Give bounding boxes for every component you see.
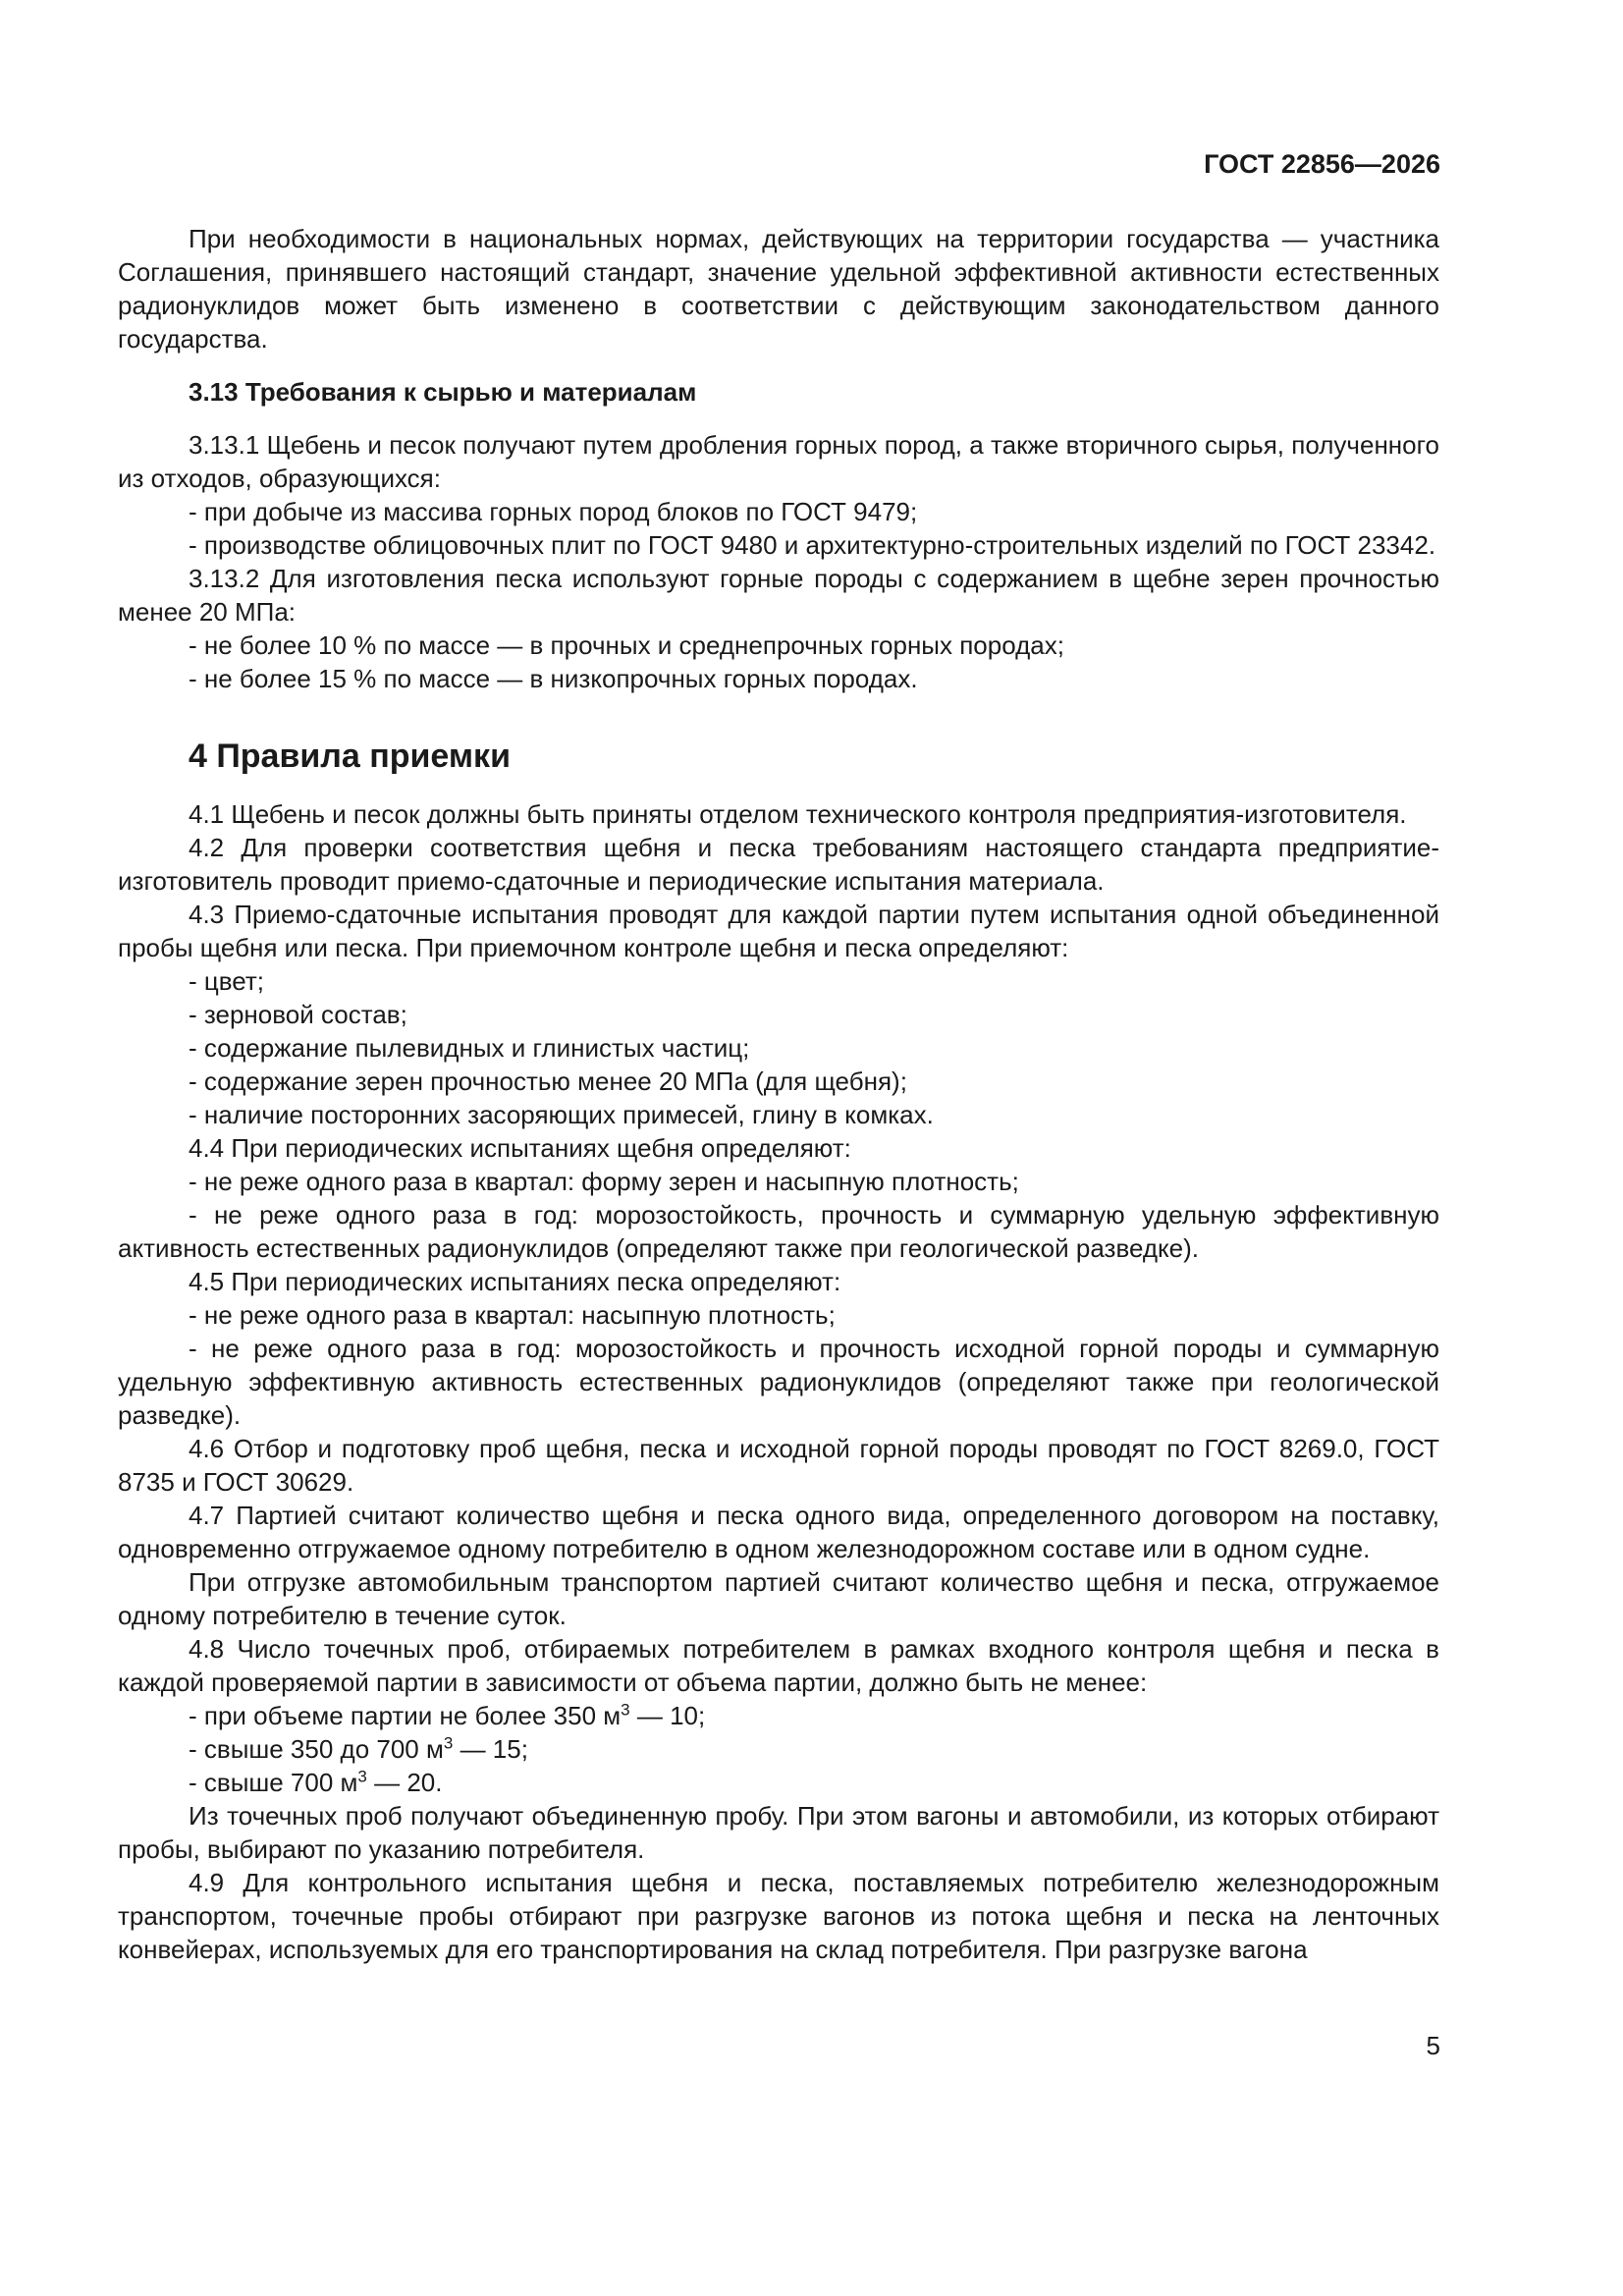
list-item: - не более 15 % по массе — в низкопрочных горных породах. (189, 664, 918, 693)
list-item (118, 1766, 1439, 1799)
list-item-text: — 15; (453, 1734, 528, 1764)
list-item: - при добыче из массива горных пород блоков по ГОСТ 9479; (189, 497, 918, 526)
paragraph-4-8: 4.8 Число точечных проб, отбираемых потребителем в рамках входного контроля щебня и песка в каждой проверяемой партии в зависимости от объема партии, должно быть не менее: (118, 1634, 1439, 1697)
list-item-text: — 20. (366, 1768, 443, 1797)
list-item (118, 1732, 1439, 1766)
list-item: - не более 10 % по массе — в прочных и среднепрочных горных породах; (189, 630, 1064, 660)
list-item-text: - свыше 350 до 700 м (189, 1734, 444, 1764)
superscript: 3 (357, 1767, 367, 1786)
paragraph-4-9: 4.9 Для контрольного испытания щебня и песка, поставляемых потребителю железнодорожным транспортом, точечные пробы отбирают при разгрузке вагонов из потока щебня и песка на ленточных конвейерах, используемых для его транспортирования на склад потребителя. При разгрузке вагона (118, 1868, 1439, 1964)
list-item-text: — 10; (629, 1701, 706, 1730)
superscript: 3 (621, 1700, 630, 1720)
subsection-heading-3-13: 3.13 Требования к сырью и материалам (189, 377, 697, 407)
paragraph-4-5: 4.5 При периодических испытаниях песка определяют: (189, 1267, 841, 1296)
list-item: - не реже одного раза в год: морозостойкость и прочность исходной горной породы и суммарную удельную эффективную активность естественных радионуклидов (определяют также при геологической разведке). (118, 1334, 1439, 1430)
paragraph-4-6: 4.6 Отбор и подготовку проб щебня, песка и исходной горной породы проводят по ГОСТ 8269.0, ГОСТ 8735 и ГОСТ 30629. (118, 1434, 1439, 1497)
list-item: - зерновой состав; (189, 1000, 407, 1029)
list-item-text: - свыше 700 м (189, 1768, 358, 1797)
paragraph-4-7-road-transport: При отгрузке автомобильным транспортом партией считают количество щебня и песка, отгружаемое одному потребителю в течение суток. (118, 1567, 1439, 1630)
standard-designation: ГОСТ 22856—2026 (1204, 149, 1440, 179)
paragraph-4-4: 4.4 При периодических испытаниях щебня определяют: (189, 1133, 851, 1163)
paragraph-4-2: 4.2 Для проверки соответствия щебня и песка требованиям настоящего стандарта предприятие-изготовитель проводит приемо-сдаточные и периодические испытания материала. (118, 833, 1439, 896)
paragraph-3-13-2: 3.13.2 Для изготовления песка используют горные породы с содержанием в щебне зерен прочностью менее 20 МПа: (118, 564, 1439, 627)
page-number: 5 (1426, 2031, 1440, 2060)
paragraph-4-7: 4.7 Партией считают количество щебня и песка одного вида, определенного договором на поставку, одновременно отгружаемое одному потребителю в одном железнодорожном составе или в одном судне. (118, 1501, 1439, 1563)
superscript: 3 (443, 1733, 454, 1753)
paragraph-4-8-combined-sample: Из точечных проб получают объединенную пробу. При этом вагоны и автомобили, из которых отбирают пробы, выбирают по указанию потребителя. (118, 1801, 1439, 1864)
list-item: - не реже одного раза в квартал: насыпную плотность; (189, 1300, 836, 1330)
list-item: - содержание пылевидных и глинистых частиц; (189, 1033, 750, 1063)
paragraph-4-1: 4.1 Щебень и песок должны быть приняты отделом технического контроля предприятия-изготовителя. (189, 799, 1407, 829)
paragraph-3-13-1: 3.13.1 Щебень и песок получают путем дробления горных пород, а также вторичного сырья, полученного из отходов, образующихся: (118, 430, 1439, 493)
list-item (118, 1699, 1439, 1732)
list-item: - цвет; (189, 966, 265, 996)
list-item: - не реже одного раза в квартал: форму зерен и насыпную плотность; (189, 1167, 1019, 1196)
list-item: - не реже одного раза в год: морозостойкость, прочность и суммарную удельную эффективную активность естественных радионуклидов (определяют также при геологической разведке). (118, 1200, 1439, 1263)
list-item-text: - при объеме партии не более 350 м (189, 1701, 622, 1730)
paragraph-4-3: 4.3 Приемо-сдаточные испытания проводят для каждой партии путем испытания одной объединенной пробы щебня или песка. При приемочном контроле щебня и песка определяют: (118, 900, 1439, 962)
paragraph-national-norms: При необходимости в национальных нормах, действующих на территории государства — участника Соглашения, принявшего настоящий стандарт, значение удельной эффективной активности естественных радионуклидов может быть изменено в соответствии с действующим законодательством данного государства. (118, 224, 1439, 354)
list-item: - наличие посторонних засоряющих примесей, глину в комках. (189, 1100, 934, 1129)
page-body (118, 222, 1439, 1966)
list-item: - содержание зерен прочностью менее 20 МПа (для щебня); (189, 1066, 907, 1096)
list-item: - производстве облицовочных плит по ГОСТ 9480 и архитектурно-строительных изделий по ГОСТ 23342. (189, 530, 1436, 560)
section-heading-4: 4 Правила приемки (189, 738, 511, 775)
